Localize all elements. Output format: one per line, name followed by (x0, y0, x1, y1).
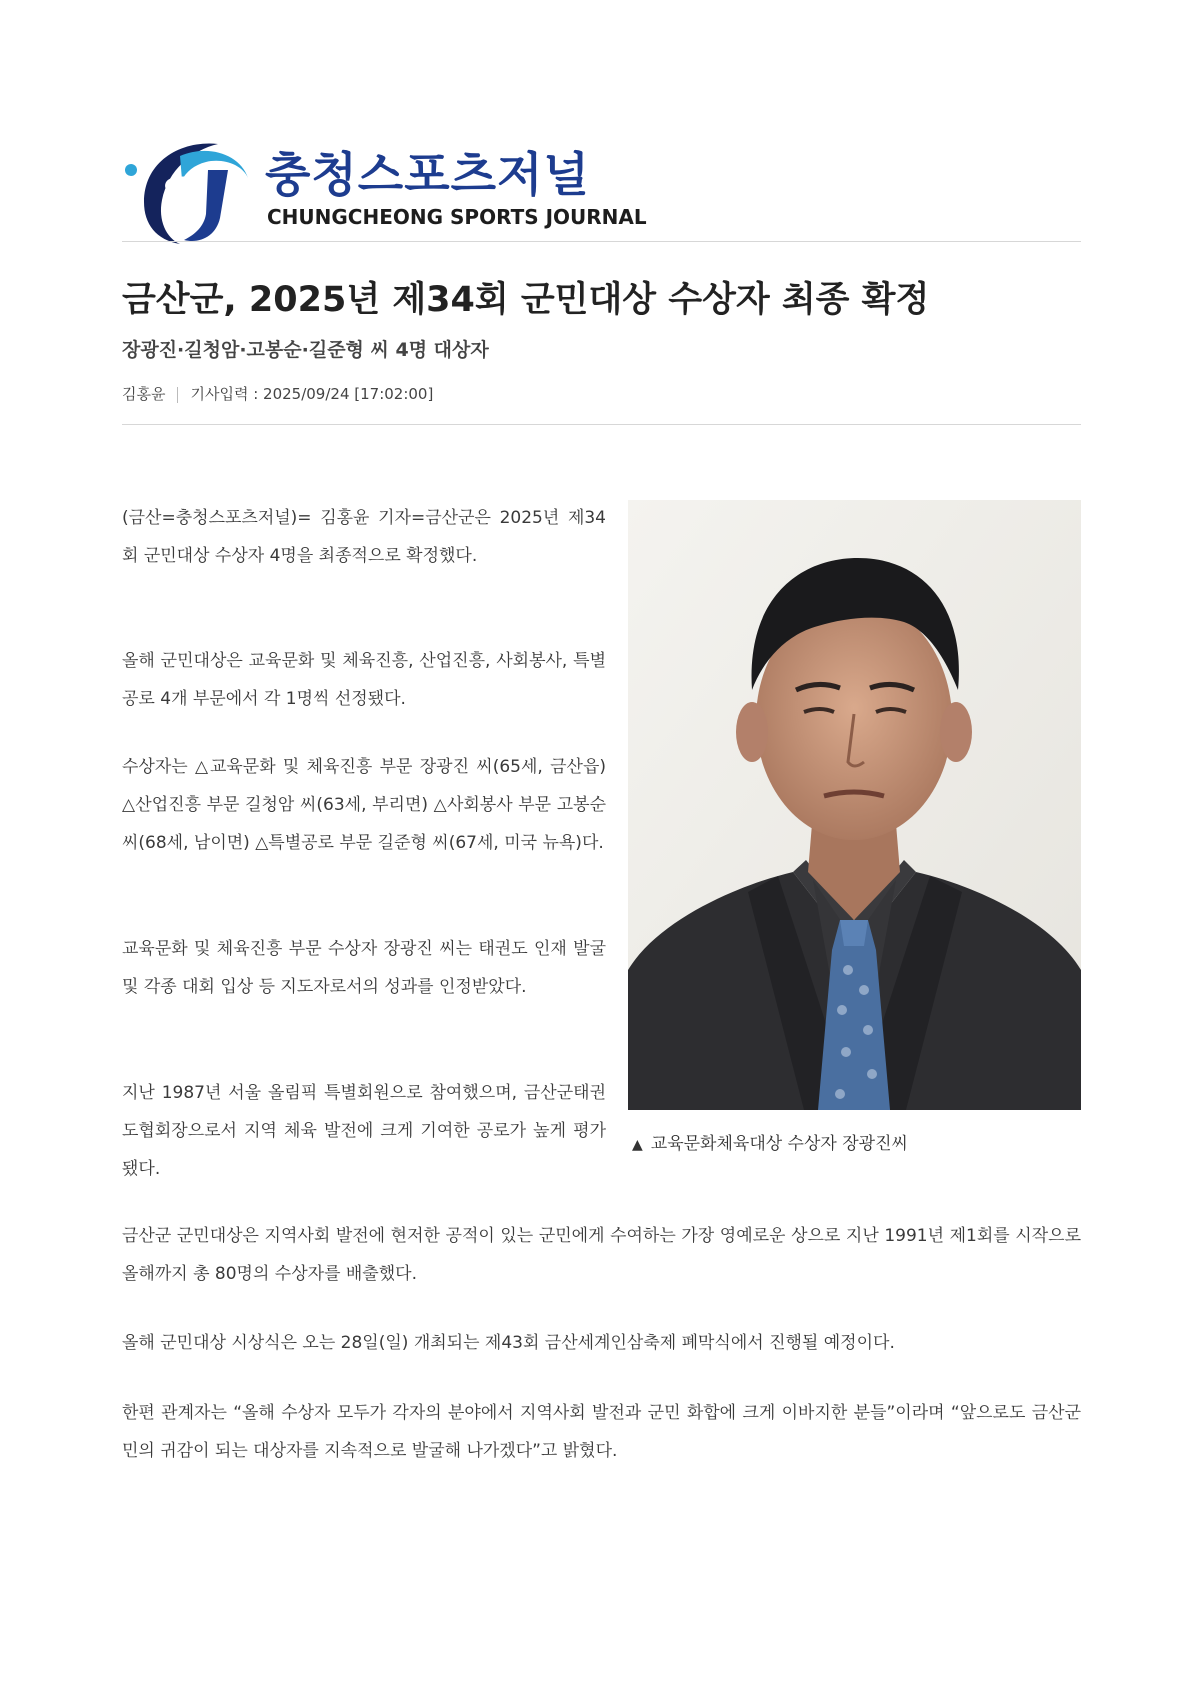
portrait-illustration (628, 500, 1081, 1110)
paragraph-4: 교육문화 및 체육진흥 부문 수상자 장광진 씨는 태권도 인재 발굴 및 각종 대회 입상 등 지도자로서의 성과를 인정받았다. (122, 939, 606, 997)
paragraph-7: 올해 군민대상 시상식은 오는 28일(일) 개최되는 제43회 금산세계인삼축제 폐막식에서 진행될 예정이다. (122, 1333, 895, 1353)
paragraph-8: 한편 관계자는 “올해 수상자 모두가 각자의 분야에서 지역사회 발전과 군민 화합에 크게 이바지한 분들”이라며 “앞으로도 금산군민의 귀감이 되는 대상자를 지속적으로 발굴해 나가겠다”고 밝혔다. (122, 1403, 1081, 1461)
article-date: 기사입력 : 2025/09/24 [17:02:00] (190, 385, 434, 403)
paragraph-3: 수상자는 △교육문화 및 체육진흥 부문 장광진 씨(65세, 금산읍) △산업진흥 부문 길청암 씨(63세, 부리면) △사회봉사 부문 고봉순 씨(68세, 남이면) △특별공로 부문 길준형 씨(67세, 미국 뉴욕)다. (122, 757, 606, 853)
article-headline: 금산군, 2025년 제34회 군민대상 수상자 최종 확정 (122, 280, 930, 320)
logo-title[interactable]: 충청스포츠저널 (265, 148, 590, 203)
sj-logo-icon[interactable] (122, 134, 250, 246)
award-recipient-photo[interactable] (628, 500, 1081, 1110)
masthead-divider (122, 241, 1081, 242)
logo-subtitle: CHUNGCHEONG SPORTS JOURNAL (267, 205, 647, 229)
paragraph-2: 올해 군민대상은 교육문화 및 체육진흥, 산업진흥, 사회봉사, 특별공로 4개 부문에서 각 1명씩 선정됐다. (122, 651, 606, 709)
paragraph-6: 금산군 군민대상은 지역사회 발전에 현저한 공적이 있는 군민에게 수여하는 가장 영예로운 상으로 지난 1991년 제1회를 시작으로 올해까지 총 80명의 수상자를 배출했다. (122, 1226, 1081, 1284)
masthead (122, 118, 1081, 242)
paragraph-1: (금산=충청스포츠저널)= 김홍윤 기자=금산군은 2025년 제34회 군민대상 수상자 4명을 최종적으로 확정했다. (122, 508, 606, 566)
triangle-up-icon: ▲ (632, 1137, 643, 1153)
photo-caption (632, 1129, 1081, 1154)
paragraph-5: 지난 1987년 서울 올림픽 특별회원으로 참여했으며, 금산군태권도협회장으로서 지역 체육 발전에 크게 기여한 공로가 높게 평가됐다. (122, 1083, 606, 1179)
byline-separator (177, 387, 178, 403)
author-name[interactable]: 김홍윤 (122, 385, 166, 403)
article-subheadline: 장광진·길청암·고봉순·길준형 씨 4명 대상자 (122, 339, 489, 361)
header-divider (122, 424, 1081, 425)
byline (122, 383, 433, 404)
photo-caption-text: 교육문화체육대상 수상자 장광진씨 (650, 1134, 908, 1154)
